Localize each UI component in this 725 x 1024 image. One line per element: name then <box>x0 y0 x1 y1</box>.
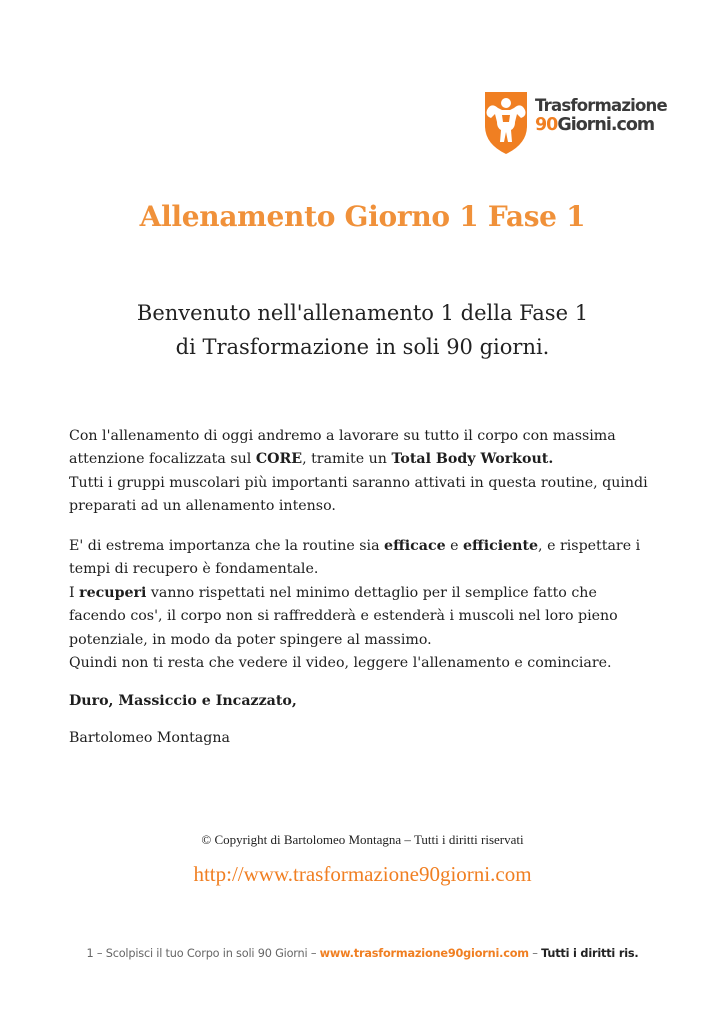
logo-wordmark-line2 <box>535 115 654 135</box>
subtitle-line-1: Benvenuto nell'allenamento 1 della Fase 1 <box>136 301 589 325</box>
intro-line-4: preparati ad un allenamento intenso. <box>69 498 336 515</box>
footer-book-title: Scolpisci il tuo Corpo in soli 90 Giorni <box>105 947 308 960</box>
recovery-line-6: Quindi non ti resta che vedere il video, leggere l'allenamento e cominciare. <box>69 655 612 672</box>
page-footer <box>0 947 725 960</box>
recovery-line-4: facendo cos', il corpo non si raffredderà e estenderà i muscoli nel loro pieno <box>69 608 618 625</box>
logo-wordmark-line1: Trasformazione <box>535 96 667 115</box>
recuperi-keyword: recuperi <box>79 584 147 601</box>
recovery-line-1 <box>69 535 669 558</box>
subtitle-line-2: di Trasformazione in soli 90 giorni. <box>175 335 550 359</box>
intro-line-3: Tutti i gruppi muscolari più importanti saranno attivati in questa routine, quindi <box>69 474 648 491</box>
intro-text: attenzione focalizzata sul <box>69 451 256 468</box>
page-title: Allenamento Giorno 1 Fase 1 <box>139 200 586 233</box>
copyright-notice: © Copyright di Bartolomeo Montagna – Tutti i diritti riservati <box>201 832 524 847</box>
core-keyword: CORE <box>255 451 303 468</box>
recovery-paragraph <box>69 535 669 675</box>
recovery-line-3 <box>69 582 669 605</box>
page-number: 1 <box>86 947 94 960</box>
recovery-line-2: tempi di recupero è fondamentale. <box>69 561 319 578</box>
shield-bodybuilder-icon <box>481 88 531 156</box>
footer-separator: – <box>528 947 542 960</box>
footer-rights: Tutti i diritti ris. <box>541 947 639 960</box>
signature-closing: Duro, Massiccio e Incazzato, <box>69 693 297 709</box>
efficiente-keyword: efficiente <box>463 538 539 554</box>
total-body-workout-keyword: Total Body Workout. <box>391 451 554 468</box>
footer-separator: – <box>307 947 320 960</box>
signature-name: Bartolomeo Montagna <box>69 730 230 746</box>
logo-accent-number: 90 <box>535 115 558 135</box>
footer-separator: – <box>93 947 106 960</box>
efficace-keyword: efficace <box>384 538 446 554</box>
page-subtitle <box>0 296 725 364</box>
recovery-text: I <box>69 584 80 601</box>
recovery-text: , e rispettare i <box>538 538 641 554</box>
intro-text: , tramite un <box>302 451 392 468</box>
recovery-text: E' di estrema importanza che la routine sia <box>69 538 385 554</box>
recovery-text: vanno rispettati nel minimo dettaglio per il semplice fatto che <box>146 584 597 601</box>
brand-logo <box>481 88 667 156</box>
recovery-text: e <box>445 538 464 554</box>
intro-line-1: Con l'allenamento di oggi andremo a lavorare su tutto il corpo con massima <box>69 428 616 444</box>
logo-domain-text: Giorni.com <box>557 115 655 135</box>
footer-site-link[interactable]: www.trasformazione90giorni.com <box>319 947 529 960</box>
website-link[interactable]: http://www.trasformazione90giorni.com <box>193 862 532 886</box>
intro-line-2 <box>69 448 669 471</box>
recovery-line-5: potenziale, in modo da poter spingere al massimo. <box>69 631 432 648</box>
intro-paragraph <box>69 425 669 519</box>
